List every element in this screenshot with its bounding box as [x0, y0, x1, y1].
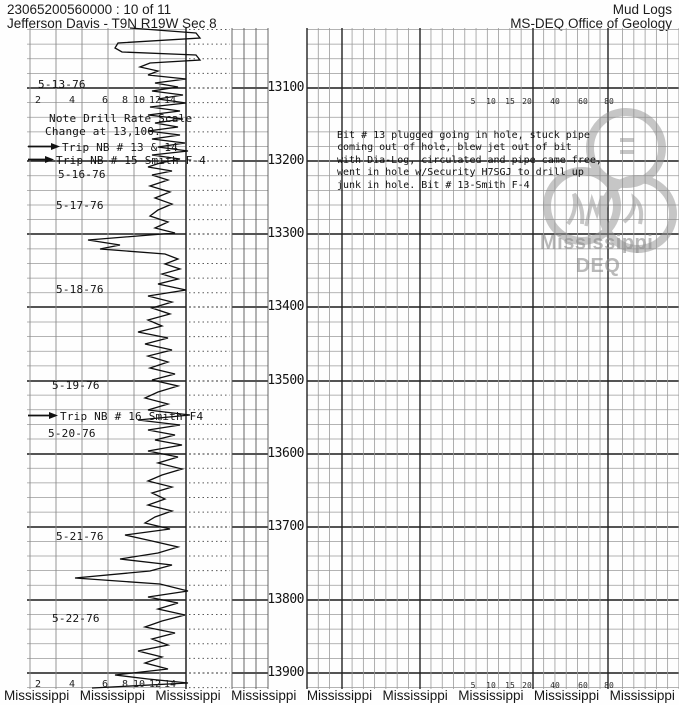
watermark-word: Mississippi [533, 688, 600, 703]
date-annotation: 5-16-76 [58, 168, 106, 181]
date-annotation: Note Drill Rate Scale [49, 112, 193, 125]
depth-label: 13800 [267, 592, 304, 607]
drill-rate-scale-tick: 2 [34, 679, 42, 690]
watermark-word: Mississippi [306, 688, 373, 703]
log-type-title: Mud Logs [612, 2, 672, 17]
well-name: Jefferson Davis - T9N R19W Sec 8 [7, 16, 217, 31]
gas-scale-tick: 60 [578, 97, 588, 106]
gas-scale-tick: 15 [505, 681, 515, 690]
trip-annotation: Trip NB # 13 & 14 [62, 141, 178, 154]
date-annotation: 5-13-76 [38, 78, 86, 91]
depth-label: 13100 [267, 80, 304, 95]
drill-rate-scale-tick: 12 [148, 95, 162, 106]
watermark-deq-text: DEQ [575, 255, 621, 277]
watermark-footer [0, 688, 679, 703]
gas-scale-tick: 60 [578, 681, 588, 690]
gas-scale-tick: 40 [550, 681, 560, 690]
arrow-icon [45, 156, 54, 163]
trip-annotation: Trip NB # 16 Smith F4 [60, 410, 204, 423]
gas-scale-tick: 10 [486, 97, 496, 106]
watermark-word: Mississippi [609, 688, 675, 703]
gas-scale-tick: 15 [505, 97, 515, 106]
gas-scale-tick: 20 [522, 97, 532, 106]
date-annotation: 5-17-76 [56, 199, 104, 212]
trip-annotation: Trip NB # 15 Smith F-4 [56, 154, 207, 167]
watermark-state-text: Mississippi [540, 232, 654, 254]
depth-label: 13700 [267, 519, 304, 534]
note-line: coming out of hole, blew jet out of bit [337, 142, 572, 154]
gas-scale-tick: 40 [550, 97, 560, 106]
drill-rate-scale-tick: 14 [163, 95, 177, 106]
depth-label: 13900 [267, 665, 304, 680]
drill-rate-scale-tick: 10 [132, 95, 146, 106]
drill-rate-scale-tick: 10 [132, 679, 146, 690]
note-line: with Dia-Log, circulated and pipe came free, [337, 154, 602, 166]
gas-scale-tick: 80 [604, 681, 614, 690]
gas-scale-tick: 80 [604, 97, 614, 106]
depth-label: 13400 [267, 299, 304, 314]
drill-rate-scale-tick: 12 [148, 679, 162, 690]
drill-rate-scale-tick: 14 [163, 679, 177, 690]
bit-note-block [337, 130, 602, 192]
watermark-word: Mississippi [231, 688, 297, 703]
watermark-word: Mississippi [155, 688, 221, 703]
watermark-word: Mississippi [79, 688, 145, 703]
gas-scale-tick: 5 [470, 681, 476, 690]
watermark-word: Mississippi [4, 688, 70, 703]
date-annotation: 5-21-76 [56, 530, 104, 543]
depth-label: 13200 [267, 153, 304, 168]
gas-scale-tick: 20 [522, 681, 532, 690]
date-annotation: 5-19-76 [52, 379, 100, 392]
drill-rate-scale-tick: 6 [101, 95, 109, 106]
date-annotation: 5-20-76 [48, 427, 96, 440]
gas-scale-tick: 10 [486, 681, 496, 690]
date-annotation: 5-22-76 [52, 612, 100, 625]
date-annotation: 5-18-76 [56, 283, 104, 296]
depth-label: 13500 [267, 373, 304, 388]
arrow-icon [51, 143, 60, 150]
drill-rate-scale-tick: 2 [34, 95, 42, 106]
watermark-word: Mississippi [382, 688, 448, 703]
agency-title: MS-DEQ Office of Geology [510, 16, 672, 31]
depth-label: 13600 [267, 446, 304, 461]
note-line: Bit # 13 plugged going in hole, stuck pipe [337, 130, 590, 141]
depth-label: 13300 [267, 226, 304, 241]
drill-rate-scale-tick: 8 [121, 679, 129, 690]
drill-rate-scale-tick: 4 [68, 679, 76, 690]
note-line: went in hole w/Security H7SGJ to drill up [337, 167, 584, 179]
drill-rate-scale-tick: 6 [101, 679, 109, 690]
arrow-icon [49, 412, 58, 419]
gas-scale-tick: 5 [470, 97, 476, 106]
document-id: 23065200560000 : 10 of 11 [7, 2, 172, 17]
watermark-word: Mississippi [458, 688, 524, 703]
date-annotation: Change at 13,100. [45, 125, 161, 138]
drill-rate-scale-tick: 4 [68, 95, 76, 106]
note-line: junk in hole. Bit # 13-Smith F-4 [337, 179, 530, 191]
drill-rate-scale-tick: 8 [121, 95, 129, 106]
